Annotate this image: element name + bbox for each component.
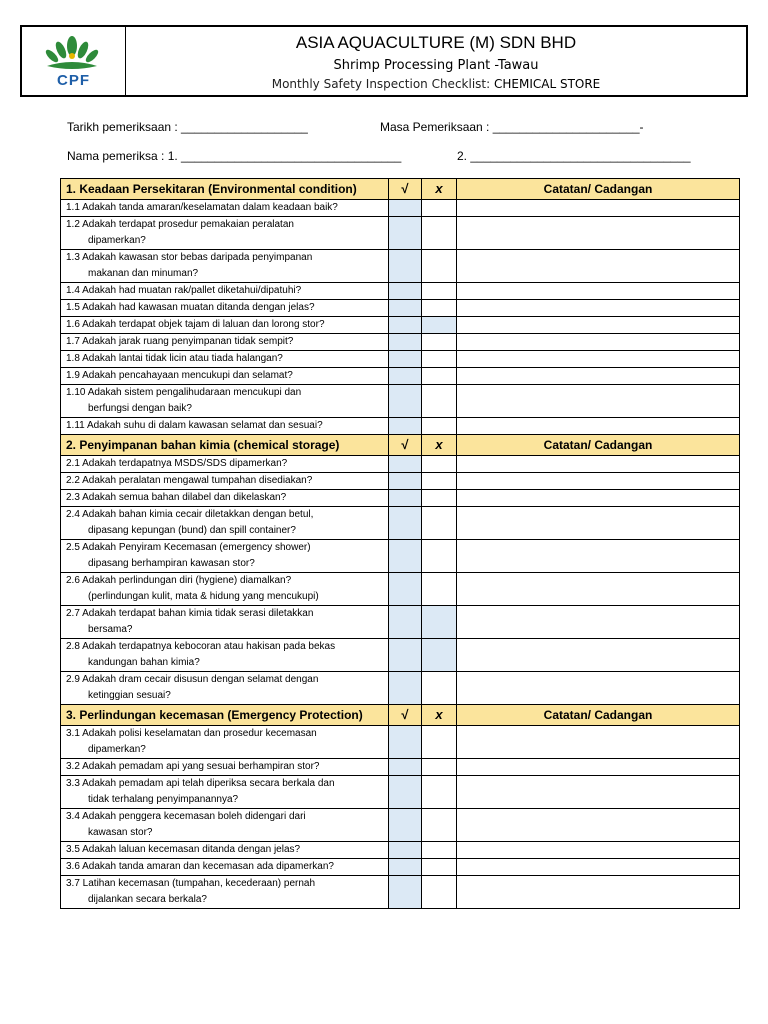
cross-checkbox[interactable] — [422, 317, 457, 334]
checklist-row — [61, 606, 740, 639]
section-title: 3. Perlindungan kecemasan (Emergency Protection) — [61, 705, 389, 726]
notes-field[interactable] — [457, 606, 740, 639]
notes-field[interactable] — [457, 250, 740, 283]
cross-checkbox[interactable] — [422, 368, 457, 385]
question-text: 2.3 Adakah semua bahan dilabel dan dikelaskan? — [66, 492, 287, 503]
checklist-question — [61, 473, 389, 490]
checklist-question — [61, 606, 389, 639]
notes-field[interactable] — [457, 473, 740, 490]
section-title: 2. Penyimpanan bahan kimia (chemical storage) — [61, 435, 389, 456]
tick-checkbox[interactable] — [389, 507, 422, 540]
tick-column-header: √ — [389, 179, 422, 200]
checklist-question — [61, 217, 389, 250]
tick-column-header: √ — [389, 705, 422, 726]
question-text: 1.2 Adakah terdapat prosedur pemakaian peralatan — [66, 219, 294, 230]
logo-cell — [22, 27, 126, 95]
checklist-row — [61, 859, 740, 876]
notes-column-header: Catatan/ Cadangan — [457, 705, 740, 726]
checklist-row — [61, 456, 740, 473]
cross-checkbox[interactable] — [422, 456, 457, 473]
question-text: 1.11 Adakah suhu di dalam kawasan selamat dan sesuai? — [66, 420, 323, 431]
cross-checkbox[interactable] — [422, 351, 457, 368]
question-text-continued: kandungan bahan kimia? — [88, 657, 200, 668]
notes-field[interactable] — [457, 200, 740, 217]
question-text: 3.3 Adakah pemadam api telah diperiksa secara berkala dan — [66, 778, 335, 789]
question-text-continued: dipasang kepungan (bund) dan spill container? — [88, 525, 296, 536]
checklist-row — [61, 217, 740, 250]
checklist-question — [61, 776, 389, 809]
tick-checkbox[interactable] — [389, 368, 422, 385]
notes-field[interactable] — [457, 217, 740, 250]
inspection-time-field[interactable]: Masa Pemeriksaan : ______________________- — [380, 120, 644, 134]
tick-checkbox[interactable] — [389, 473, 422, 490]
tick-checkbox[interactable] — [389, 334, 422, 351]
question-text-continued: dijalankan secara berkala? — [88, 894, 207, 905]
checklist-row — [61, 385, 740, 418]
inspection-date-field[interactable]: Tarikh pemeriksaan : ___________________ — [67, 120, 308, 134]
question-text-continued: ketinggian sesuai? — [88, 690, 171, 701]
question-text: 1.4 Adakah had muatan rak/pallet diketahui/dipatuhi? — [66, 285, 302, 296]
checklist-row — [61, 842, 740, 859]
checklist-row — [61, 876, 740, 909]
checklist-question — [61, 334, 389, 351]
notes-column-header: Catatan/ Cadangan — [457, 435, 740, 456]
question-text: 1.9 Adakah pencahayaan mencukupi dan selamat? — [66, 370, 293, 381]
checklist-row — [61, 334, 740, 351]
question-text: 3.5 Adakah laluan kecemasan ditanda dengan jelas? — [66, 844, 301, 855]
checklist-row — [61, 639, 740, 672]
checklist-question — [61, 726, 389, 759]
plant-name: Shrimp Processing Plant -Tawau — [333, 58, 539, 73]
cross-checkbox[interactable] — [422, 540, 457, 573]
notes-column-header: Catatan/ Cadangan — [457, 179, 740, 200]
notes-field[interactable] — [457, 283, 740, 300]
question-text-continued: (perlindungan kulit, mata & hidung yang mencukupi) — [88, 591, 319, 602]
cross-column-header: x — [422, 705, 457, 726]
tick-checkbox[interactable] — [389, 859, 422, 876]
notes-field[interactable] — [457, 876, 740, 909]
section-header-1 — [61, 179, 740, 200]
cross-checkbox[interactable] — [422, 639, 457, 672]
checklist-row — [61, 418, 740, 435]
cross-checkbox[interactable] — [422, 300, 457, 317]
question-text-continued: makanan dan minuman? — [88, 268, 199, 279]
tick-checkbox[interactable] — [389, 726, 422, 759]
cross-checkbox[interactable] — [422, 507, 457, 540]
checklist-row — [61, 368, 740, 385]
checklist-row — [61, 317, 740, 334]
notes-field[interactable] — [457, 573, 740, 606]
notes-field[interactable] — [457, 368, 740, 385]
cross-checkbox[interactable] — [422, 606, 457, 639]
checklist-question — [61, 368, 389, 385]
notes-field[interactable] — [457, 639, 740, 672]
cross-checkbox[interactable] — [422, 473, 457, 490]
tick-checkbox[interactable] — [389, 759, 422, 776]
tick-checkbox[interactable] — [389, 540, 422, 573]
section-header-2 — [61, 435, 740, 456]
question-text: 1.10 Adakah sistem pengalihudaraan mencukupi dan — [66, 387, 302, 398]
question-text: 2.1 Adakah terdapatnya MSDS/SDS dipamerkan? — [66, 458, 288, 469]
question-text: 3.1 Adakah polisi keselamatan dan prosedur kecemasan — [66, 728, 317, 739]
question-text: 3.4 Adakah penggera kecemasan boleh didengari dari — [66, 811, 306, 822]
checklist-row — [61, 200, 740, 217]
question-text: 1.8 Adakah lantai tidak licin atau tiada halangan? — [66, 353, 283, 364]
question-text: 1.7 Adakah jarak ruang penyimpanan tidak sempit? — [66, 336, 294, 347]
cross-checkbox[interactable] — [422, 200, 457, 217]
tick-checkbox[interactable] — [389, 200, 422, 217]
notes-field[interactable] — [457, 300, 740, 317]
checklist-question — [61, 200, 389, 217]
question-text: 3.2 Adakah pemadam api yang sesuai berhampiran stor? — [66, 761, 320, 772]
checklist-row — [61, 540, 740, 573]
cross-checkbox[interactable] — [422, 250, 457, 283]
cross-checkbox[interactable] — [422, 334, 457, 351]
section-header-3 — [61, 705, 740, 726]
notes-field[interactable] — [457, 351, 740, 368]
checklist-row — [61, 809, 740, 842]
notes-field[interactable] — [457, 418, 740, 435]
notes-field[interactable] — [457, 859, 740, 876]
checklist-table — [60, 178, 740, 909]
question-text: 1.5 Adakah had kawasan muatan ditanda dengan jelas? — [66, 302, 315, 313]
tick-checkbox[interactable] — [389, 217, 422, 250]
notes-field[interactable] — [457, 334, 740, 351]
cross-checkbox[interactable] — [422, 726, 457, 759]
notes-field[interactable] — [457, 809, 740, 842]
checklist-question — [61, 809, 389, 842]
checklist-row — [61, 300, 740, 317]
checklist-row — [61, 351, 740, 368]
checklist-question — [61, 672, 389, 705]
notes-field[interactable] — [457, 540, 740, 573]
tick-column-header: √ — [389, 435, 422, 456]
tick-checkbox[interactable] — [389, 283, 422, 300]
company-name: ASIA AQUACULTURE (M) SDN BHD — [295, 33, 577, 52]
checklist-row — [61, 507, 740, 540]
checklist-question — [61, 507, 389, 540]
cross-checkbox[interactable] — [422, 759, 457, 776]
checklist-row — [61, 473, 740, 490]
checklist-question — [61, 876, 389, 909]
checklist-title — [126, 77, 746, 91]
cross-checkbox[interactable] — [422, 217, 457, 250]
notes-field[interactable] — [457, 759, 740, 776]
tick-checkbox[interactable] — [389, 842, 422, 859]
notes-field[interactable] — [457, 842, 740, 859]
checklist-question — [61, 573, 389, 606]
checklist-question — [61, 842, 389, 859]
tick-checkbox[interactable] — [389, 876, 422, 909]
checklist-question — [61, 250, 389, 283]
checklist-row — [61, 250, 740, 283]
checklist-row — [61, 283, 740, 300]
question-text: 2.2 Adakah peralatan mengawal tumpahan disediakan? — [66, 475, 313, 486]
notes-field[interactable] — [457, 317, 740, 334]
checklist-question — [61, 456, 389, 473]
checklist-question — [61, 490, 389, 507]
checklist-question — [61, 283, 389, 300]
checklist-question — [61, 317, 389, 334]
question-text: 1.3 Adakah kawasan stor bebas daripada penyimpanan — [66, 252, 313, 263]
tick-checkbox[interactable] — [389, 385, 422, 418]
tick-checkbox[interactable] — [389, 809, 422, 842]
checklist-question — [61, 385, 389, 418]
notes-field[interactable] — [457, 726, 740, 759]
cross-checkbox[interactable] — [422, 283, 457, 300]
cross-checkbox[interactable] — [422, 809, 457, 842]
notes-field[interactable] — [457, 456, 740, 473]
cross-checkbox[interactable] — [422, 842, 457, 859]
notes-field[interactable] — [457, 490, 740, 507]
tick-checkbox[interactable] — [389, 672, 422, 705]
question-text: 3.7 Latihan kecemasan (tumpahan, kecederaan) pernah — [66, 878, 316, 889]
question-text: 1.1 Adakah tanda amaran/keselamatan dalam keadaan baik? — [66, 202, 338, 213]
checklist-question — [61, 418, 389, 435]
question-text-continued: berfungsi dengan baik? — [88, 403, 192, 414]
question-text: 2.7 Adakah terdapat bahan kimia tidak serasi diletakkan — [66, 608, 314, 619]
question-text: 2.4 Adakah bahan kimia cecair diletakkan dengan betul, — [66, 509, 314, 520]
checklist-row — [61, 573, 740, 606]
logo-text: CPF — [57, 72, 90, 89]
question-text-continued: dipasang berhampiran kawasan stor? — [88, 558, 255, 569]
checklist-question — [61, 300, 389, 317]
checklist-question — [61, 859, 389, 876]
cross-column-header: x — [422, 179, 457, 200]
question-text-continued: kawasan stor? — [88, 827, 153, 838]
checklist-question — [61, 351, 389, 368]
checklist-row — [61, 726, 740, 759]
checklist-question — [61, 759, 389, 776]
checklist-row — [61, 490, 740, 507]
section-title: 1. Keadaan Persekitaran (Environmental condition) — [61, 179, 389, 200]
checklist-question — [61, 639, 389, 672]
notes-field[interactable] — [457, 507, 740, 540]
cross-checkbox[interactable] — [422, 672, 457, 705]
cross-checkbox[interactable] — [422, 776, 457, 809]
tick-checkbox[interactable] — [389, 573, 422, 606]
question-text: 2.5 Adakah Penyiram Kecemasan (emergency shower) — [66, 542, 311, 553]
tick-checkbox[interactable] — [389, 250, 422, 283]
question-text-continued: dipamerkan? — [88, 235, 146, 246]
cross-checkbox[interactable] — [422, 859, 457, 876]
cross-checkbox[interactable] — [422, 573, 457, 606]
tick-checkbox[interactable] — [389, 418, 422, 435]
tick-checkbox[interactable] — [389, 639, 422, 672]
checklist-row — [61, 776, 740, 809]
question-text-continued: bersama? — [88, 624, 133, 635]
question-text-continued: tidak terhalang penyimpanannya? — [88, 794, 239, 805]
tick-checkbox[interactable] — [389, 456, 422, 473]
inspector-name-field-1[interactable]: Nama pemeriksa : 1. _________________________________ — [67, 149, 402, 163]
checklist-store: CHEMICAL STORE — [493, 77, 601, 91]
inspector-name-field-2[interactable]: 2. _________________________________ — [457, 149, 691, 163]
tick-checkbox[interactable] — [389, 776, 422, 809]
cross-checkbox[interactable] — [422, 490, 457, 507]
tick-checkbox[interactable] — [389, 300, 422, 317]
cross-checkbox[interactable] — [422, 418, 457, 435]
tick-checkbox[interactable] — [389, 351, 422, 368]
checklist-question — [61, 540, 389, 573]
notes-field[interactable] — [457, 672, 740, 705]
document-header — [20, 25, 748, 97]
checklist-prefix: Monthly Safety Inspection Checklist: — [271, 77, 494, 91]
notes-field[interactable] — [457, 776, 740, 809]
question-text: 1.6 Adakah terdapat objek tajam di laluan dan lorong stor? — [66, 319, 325, 330]
checklist-row — [61, 672, 740, 705]
notes-field[interactable] — [457, 385, 740, 418]
checklist-row — [61, 759, 740, 776]
question-text: 2.8 Adakah terdapatnya kebocoran atau hakisan pada bekas — [66, 641, 336, 652]
question-text: 2.9 Adakah dram cecair disusun dengan selamat dengan — [66, 674, 319, 685]
cross-checkbox[interactable] — [422, 876, 457, 909]
cross-column-header: x — [422, 435, 457, 456]
cross-checkbox[interactable] — [422, 385, 457, 418]
tick-checkbox[interactable] — [389, 490, 422, 507]
question-text-continued: dipamerkan? — [88, 744, 146, 755]
question-text: 2.6 Adakah perlindungan diri (hygiene) diamalkan? — [66, 575, 292, 586]
tick-checkbox[interactable] — [389, 606, 422, 639]
tick-checkbox[interactable] — [389, 317, 422, 334]
question-text: 3.6 Adakah tanda amaran dan kecemasan ada dipamerkan? — [66, 861, 334, 872]
